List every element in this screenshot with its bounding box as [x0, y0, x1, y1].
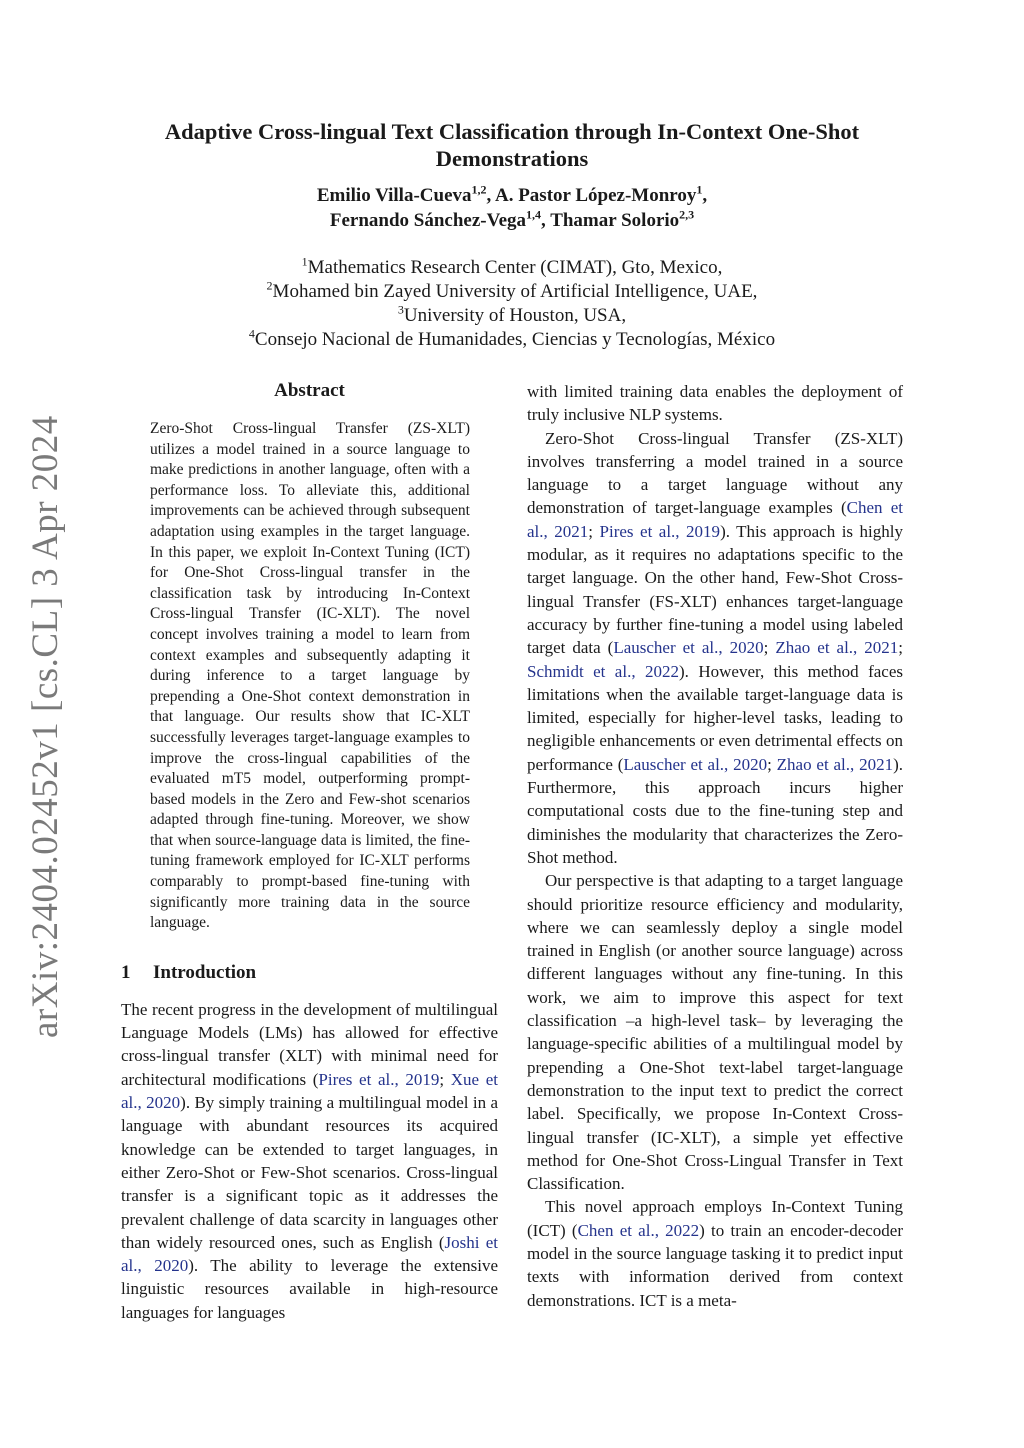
author-affiliation-marker: 1	[696, 182, 703, 197]
affiliation-text: Consejo Nacional de Humanidades, Ciencias y Tecnologías, México	[254, 329, 776, 350]
text-run: Our perspective is that adapting to a target language should prioritize resource efficiency and modularity, where we can seamlessly deploy a single model trained in English (or another source language) across different languages without any fine-tuning. In this work, we aim to improve this aspect for text classification –a high-level task– by leveraging the language-specific abilities of a multilingual model by prepending a One-Shot text-label target-language demonstration to the input text to predict the correct label. Specifically, we propose In-Context Cross-lingual transfer (IC-XLT), a simple yet effective method for One-Shot Cross-Lingual Transfer in Text Classification.	[527, 871, 903, 1194]
affiliation-marker: 2	[266, 278, 273, 293]
affiliation-text: University of Houston, USA,	[403, 305, 627, 326]
affiliation-marker: 3	[397, 302, 404, 317]
text-run: ). However, this method faces limitations when the available target-language data is limited, especially for higher-level tasks, leading to negligible enhancements or even detrimental effects on performance (	[527, 661, 903, 774]
intro-paragraph-1	[121, 998, 498, 1324]
paper-title: Adaptive Cross-lingual Text Classification through In-Context One-Shot Demonstrations	[164, 119, 860, 171]
citation-link[interactable]: Schmidt et al., 2022	[527, 661, 679, 681]
author-name: Thamar Solorio	[550, 210, 680, 231]
text-run: ;	[439, 1069, 451, 1089]
citation-link[interactable]: Lauscher et al., 2020	[613, 638, 764, 658]
author-separator: ,	[541, 210, 551, 231]
text-run: ;	[588, 521, 600, 541]
text-run: ;	[898, 638, 904, 658]
author-list	[110, 183, 914, 233]
text-run: ;	[767, 754, 777, 774]
section-number: 1	[121, 961, 131, 983]
section-heading	[121, 962, 498, 984]
citation-link[interactable]: Xue et al., 2020	[121, 1069, 498, 1113]
text-run: The recent progress in the development of multilingual Language Models (LMs) has allowed for effective cross-lingual transfer (XLT) with minimal need for architectural modifications (	[121, 999, 498, 1089]
author-name: Fernando Sánchez-Vega	[329, 210, 527, 231]
author-separator: ,	[702, 185, 708, 206]
author-name: Emilio Villa-Cueva	[316, 185, 472, 206]
citation-link[interactable]: Chen et al., 2021	[527, 498, 903, 541]
arxiv-identifier: arXiv:2404.02452v1 [cs.CL] 3 Apr 2024	[25, 415, 66, 1038]
text-run: This novel approach employs In-Context Tuning (ICT) (	[527, 1197, 903, 1240]
right-column	[527, 380, 903, 1312]
author-name: A. Pastor López-Monroy	[494, 185, 697, 206]
author-separator: ,	[486, 185, 495, 206]
affiliation	[110, 280, 914, 304]
abstract-text: Zero-Shot Cross-lingual Transfer (ZS-XLT) utilizes a model trained in a source language to make predictions in another language, often with a performance loss. To alleviate this, additional improvements can be achieved through subsequent adaptation using examples in the target language. In this paper, we exploit In-Context Tuning (ICT) for One-Shot Cross-lingual transfer in the classification task by introducing In-Context Cross-lingual Transfer (IC-XLT). The novel concept involves training a model to learn from context examples and subsequently adapting it during inference to a target language by prepending a One-Shot context demonstration in that language. Our results show that IC-XLT successfully leverages target-language examples to improve the cross-lingual capabilities of the evaluated mT5 model, outperforming prompt-based models in the Zero and Few-shot scenarios adapted through fine-tuning. Moreover, we show that when source-language data is limited, the fine-tuning framework employed for IC-XLT performs comparably to prompt-based fine-tuning with significantly more training data in the source language.	[150, 420, 470, 932]
text-run: ). Furthermore, this approach incurs higher computational costs due to the fine-tuning step and diminishes the modularity that characterizes the Zero-Shot method.	[527, 754, 903, 867]
author-affiliation-marker: 1,4	[526, 207, 542, 222]
text-run: ). This approach is highly modular, as it requires no adaptations specific to the target language. On the other hand, Few-Shot Cross-lingual Transfer (FS-XLT) enhances target-language accuracy by further fine-tuning a model using labeled target data (	[527, 521, 903, 658]
citation-link[interactable]: Chen et al., 2022	[577, 1220, 700, 1240]
citation-link[interactable]: Pires et al., 2019	[599, 521, 721, 541]
affiliation-text: Mathematics Research Center (CIMAT), Gto, Mexico,	[307, 257, 723, 278]
text-run: ;	[763, 638, 776, 658]
citation-link[interactable]: Lauscher et al., 2020	[623, 754, 768, 774]
citation-link[interactable]: Joshi et al., 2020	[121, 1232, 498, 1276]
intro-paragraph-4	[527, 1195, 903, 1311]
abstract-heading: Abstract	[274, 380, 345, 401]
affiliation	[110, 328, 914, 352]
intro-paragraph-2	[527, 427, 903, 870]
citation-link[interactable]: Zhao et al., 2021	[775, 638, 899, 658]
author-affiliation-marker: 1,2	[471, 182, 487, 197]
affiliation-list	[110, 256, 914, 352]
intro-paragraph-3	[527, 869, 903, 1195]
left-column	[121, 380, 498, 1324]
affiliation-marker: 4	[248, 326, 255, 341]
author-affiliation-marker: 2,3	[679, 207, 695, 222]
affiliation	[110, 256, 914, 280]
affiliation-text: Mohamed bin Zayed University of Artificial Intelligence, UAE,	[272, 281, 758, 302]
text-run: ). By simply training a multilingual model in a language with abundant resources its acquired knowledge can be extended to target languages, in either Zero-Shot or Few-Shot scenarios. Cross-lingual transfer is a significant topic as it addresses the prevalent challenge of data scarcity in languages other than widely resourced ones, such as English (	[121, 1093, 498, 1252]
section-title: Introduction	[153, 961, 257, 983]
affiliation-marker: 1	[301, 254, 308, 269]
intro-paragraph-1-continued: with limited training data enables the deployment of truly inclusive NLP systems.	[527, 382, 903, 425]
citation-link[interactable]: Zhao et al., 2021	[776, 754, 894, 774]
citation-link[interactable]: Pires et al., 2019	[318, 1069, 440, 1089]
text-run: ) to train an encoder-decoder model in the source language tasking it to predict input texts with information derived from context demonstrations. ICT is a meta-	[527, 1220, 904, 1310]
text-run: ). The ability to leverage the extensive linguistic resources available in high-resource languages for languages	[121, 1256, 498, 1322]
affiliation	[110, 304, 914, 328]
text-run: Zero-Shot Cross-lingual Transfer (ZS-XLT) involves transferring a model trained in a source language to a target language without any demonstration of target-language examples (	[527, 428, 903, 518]
